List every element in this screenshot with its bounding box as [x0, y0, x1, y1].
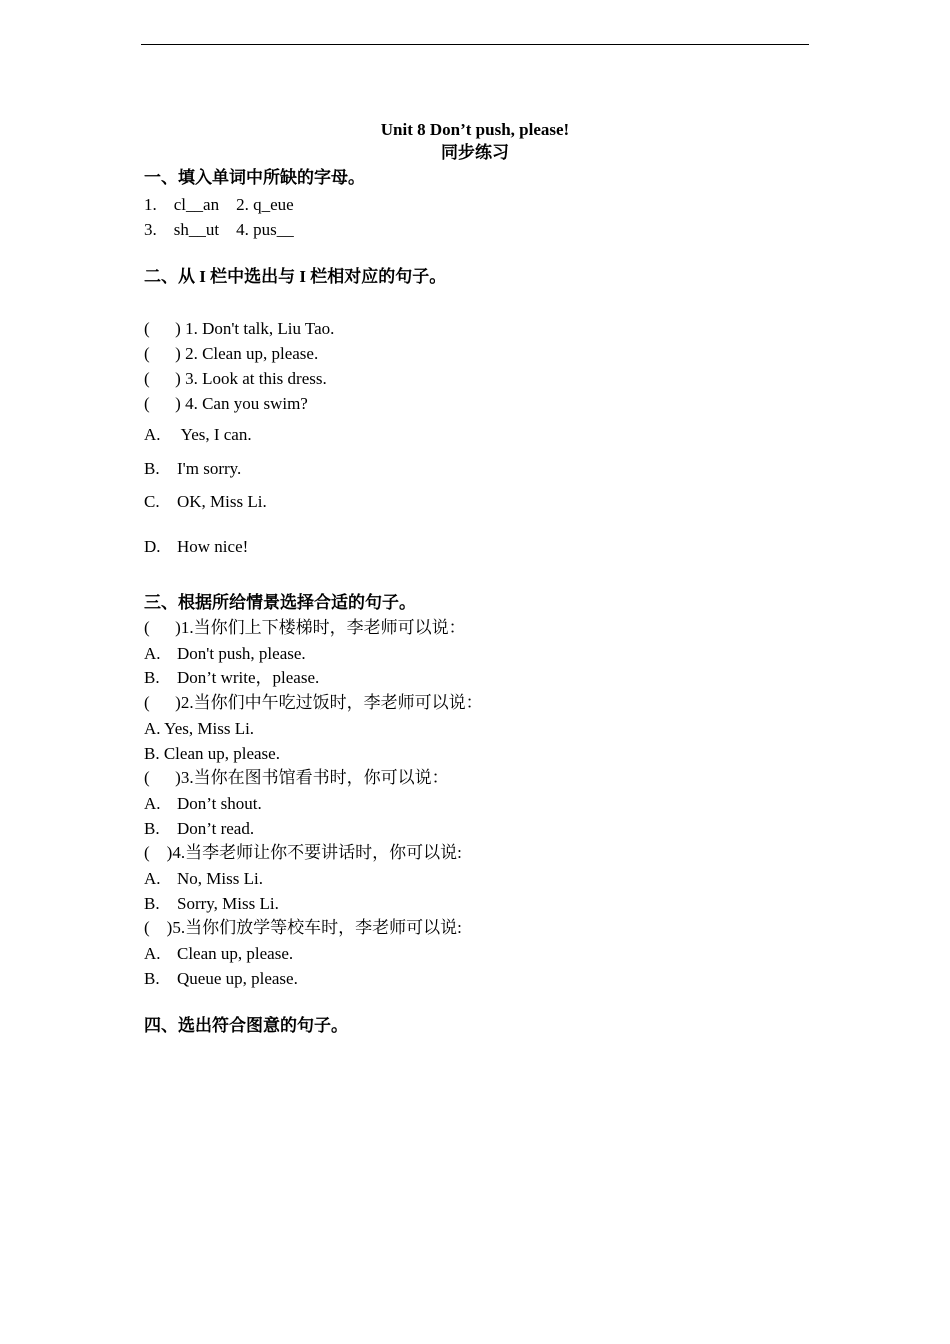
section3-question-3: ( )3.当你在图书馆看书时，你可以说：: [144, 768, 449, 787]
option-label: B.: [144, 459, 160, 478]
section3-question-5: ( )5.当你们放学等校车时，李老师可以说:: [144, 918, 462, 937]
section1-line-2: 3. sh__ut 4. pus__: [144, 220, 294, 239]
option-label: C.: [144, 492, 160, 511]
option-label: A.: [144, 644, 161, 663]
section2-option-c: [144, 492, 267, 512]
section3-q1-option-a: [144, 644, 306, 664]
option-text: Don't push, please.: [177, 644, 306, 663]
section3-heading: 三、根据所给情景选择合适的句子。: [144, 593, 416, 612]
option-label: B.: [144, 969, 160, 988]
option-text: Don’t shout.: [177, 794, 262, 813]
option-text: No, Miss Li.: [177, 869, 263, 888]
header-rule: [141, 44, 809, 45]
option-text: How nice!: [177, 537, 249, 556]
section1-heading: 一、填入单词中所缺的字母。: [144, 168, 365, 187]
section3-question-2: ( )2.当你们中午吃过饭时，李老师可以说：: [144, 693, 483, 712]
option-label: A.: [144, 944, 161, 963]
section3-q1-option-b: [144, 668, 319, 688]
option-text: I'm sorry.: [177, 459, 242, 478]
option-text: Sorry, Miss Li.: [177, 894, 279, 913]
section3-question-1: ( )1.当你们上下楼梯时，李老师可以说：: [144, 618, 466, 637]
option-label: B.: [144, 668, 160, 687]
option-text: Don’t read.: [177, 819, 255, 838]
section3-q5-option-b: [144, 969, 298, 989]
option-text: Don’t write，please.: [177, 668, 320, 687]
section4-heading: 四、选出符合图意的句子。: [144, 1016, 348, 1035]
section2-question-1: ( ) 1. Don't talk, Liu Tao.: [144, 319, 335, 338]
option-label: A.: [144, 869, 161, 888]
option-text: OK, Miss Li.: [177, 492, 267, 511]
section2-question-2: ( ) 2. Clean up, please.: [144, 344, 319, 363]
page-title: Unit 8 Don’t push, please!: [380, 120, 570, 139]
section2-option-a: [144, 425, 252, 445]
section2-option-d: [144, 537, 248, 557]
option-text: Queue up, please.: [177, 969, 298, 988]
option-label: D.: [144, 537, 161, 556]
option-text: Yes, I can.: [177, 425, 252, 444]
section2-option-b: [144, 459, 241, 479]
option-label: B.: [144, 819, 160, 838]
section1-line-1: 1. cl__an 2. q_eue: [144, 195, 294, 214]
section3-q5-option-a: [144, 944, 293, 964]
section3-q4-option-b: [144, 894, 279, 914]
section3-q3-option-b: [144, 819, 254, 839]
section3-q4-option-a: [144, 869, 263, 889]
section3-q2-option-a: A. Yes, Miss Li.: [144, 719, 255, 738]
section3-q2-option-b: B. Clean up, please.: [144, 744, 280, 763]
page-subtitle: 同步练习: [441, 143, 509, 162]
option-label: A.: [144, 794, 161, 813]
option-label: A.: [144, 425, 161, 444]
section3-question-4: ( )4.当李老师让你不要讲话时，你可以说:: [144, 843, 462, 862]
section3-q3-option-a: [144, 794, 262, 814]
section2-question-4: ( ) 4. Can you swim?: [144, 394, 308, 413]
option-label: B.: [144, 894, 160, 913]
section2-question-3: ( ) 3. Look at this dress.: [144, 369, 327, 388]
option-text: Clean up, please.: [177, 944, 294, 963]
section2-heading: 二、从 I 栏中选出与 I 栏相对应的句子。: [144, 267, 447, 286]
